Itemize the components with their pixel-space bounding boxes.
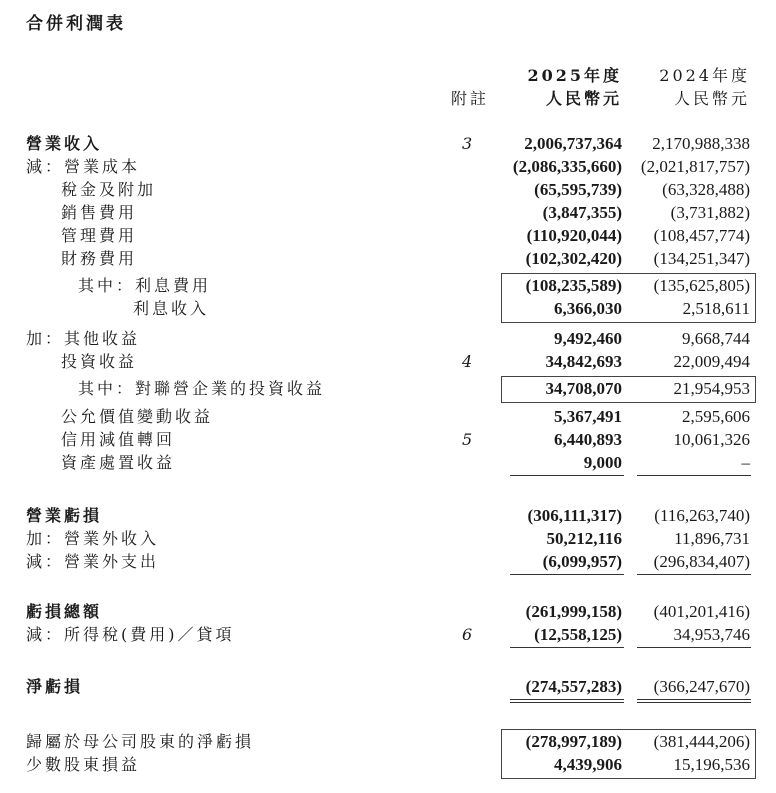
row-label: 公允價值變動收益 [61, 407, 214, 426]
row-label: 稅金及附加 [61, 180, 157, 199]
row-prior-value: (2,021,817,757) [640, 157, 750, 176]
row-label: 減：營業成本 [26, 157, 141, 176]
row-current-value: 34,842,693 [545, 352, 622, 371]
row-current-value: (3,847,355) [542, 203, 622, 222]
current-year-header: 2025年度 [527, 66, 622, 85]
row-label: 管理費用 [61, 226, 138, 245]
row-prior-value: (116,263,740) [654, 506, 750, 525]
row-current-value: (278,997,189) [525, 732, 622, 751]
row-current-value: 4,439,906 [554, 755, 622, 774]
row-current-value: 34,708,070 [545, 379, 622, 398]
row-prior-value: 34,953,746 [673, 625, 750, 644]
row-label: 加：其他收益 [26, 329, 141, 348]
subtotal-underline [637, 574, 751, 575]
row-label: 營業虧損 [26, 506, 103, 525]
row-note: 3 [462, 134, 473, 153]
row-prior-value: 10,061,326 [673, 430, 750, 449]
row-prior-value: (381,444,206) [653, 732, 750, 751]
prior-currency-header: 人民幣元 [673, 89, 750, 108]
row-current-value: 5,367,491 [554, 407, 622, 426]
subtotal-underline [637, 647, 751, 648]
row-label: 信用減值轉回 [61, 430, 176, 449]
row-current-value: (261,999,158) [525, 602, 622, 621]
total-underline [510, 699, 624, 700]
row-label: 減：所得稅(費用)／貸項 [26, 625, 235, 644]
row-prior-value: 15,196,536 [673, 755, 750, 774]
row-prior-value: (134,251,347) [653, 249, 750, 268]
subtotal-underline [637, 475, 751, 476]
current-currency-header: 人民幣元 [545, 89, 622, 108]
row-prior-value: 2,170,988,338 [652, 134, 750, 153]
row-current-value: 2,006,737,364 [524, 134, 622, 153]
row-current-value: 9,492,460 [554, 329, 622, 348]
row-current-value: (274,557,283) [525, 677, 622, 696]
row-prior-value: 9,668,744 [682, 329, 750, 348]
row-current-value: (12,558,125) [534, 625, 622, 644]
row-note: 4 [462, 352, 473, 371]
note-column-header: 附註 [451, 89, 490, 108]
row-current-value: (6,099,957) [542, 552, 622, 571]
subtotal-underline [510, 647, 624, 648]
row-label: 資產處置收益 [61, 453, 176, 472]
row-label: 少數股東損益 [26, 755, 141, 774]
row-label: 加：營業外收入 [26, 529, 160, 548]
row-label: 銷售費用 [61, 203, 138, 222]
total-double-underline [637, 702, 751, 703]
row-label: 虧損總額 [26, 602, 103, 621]
row-prior-value: (135,625,805) [653, 276, 750, 295]
row-current-value: (102,302,420) [525, 249, 622, 268]
row-current-value: (108,235,589) [525, 276, 622, 295]
row-label: 減：營業外支出 [26, 552, 160, 571]
row-current-value: (110,920,044) [526, 226, 622, 245]
row-prior-value: (108,457,774) [653, 226, 750, 245]
row-prior-value: (296,834,407) [653, 552, 750, 571]
row-current-value: 9,000 [583, 453, 622, 472]
row-current-value: 50,212,116 [546, 529, 622, 548]
row-label: 利息收入 [133, 299, 210, 318]
row-note: 5 [462, 430, 473, 449]
row-label: 其中：利息費用 [78, 276, 212, 295]
row-prior-value: 2,518,611 [682, 299, 750, 318]
row-label: 營業收入 [26, 134, 103, 153]
row-prior-value: (366,247,670) [653, 677, 750, 696]
row-prior-value: 2,595,606 [682, 407, 750, 426]
row-note: 6 [462, 625, 473, 644]
row-prior-value: (3,731,882) [670, 203, 750, 222]
row-label: 其中：對聯營企業的投資收益 [78, 379, 326, 398]
total-underline [637, 699, 751, 700]
row-prior-value: (63,328,488) [662, 180, 750, 199]
row-current-value: (65,595,739) [534, 180, 622, 199]
subtotal-underline [510, 574, 624, 575]
row-current-value: 6,366,030 [554, 299, 622, 318]
row-current-value: (2,086,335,660) [512, 157, 622, 176]
row-prior-value: 11,896,731 [674, 529, 750, 548]
row-prior-value: 21,954,953 [673, 379, 750, 398]
row-prior-value: – [741, 453, 750, 472]
page-title: 合併利潤表 [26, 14, 126, 34]
subtotal-underline [510, 475, 624, 476]
row-prior-value: (401,201,416) [653, 602, 750, 621]
row-prior-value: 22,009,494 [673, 352, 750, 371]
row-current-value: 6,440,893 [554, 430, 622, 449]
row-label: 投資收益 [61, 352, 138, 371]
row-label: 淨虧損 [26, 677, 84, 696]
row-label: 歸屬於母公司股東的淨虧損 [26, 732, 255, 751]
row-label: 財務費用 [61, 249, 138, 268]
total-double-underline [510, 702, 624, 703]
row-current-value: (306,111,317) [527, 506, 622, 525]
prior-year-header: 2024年度 [659, 66, 750, 85]
